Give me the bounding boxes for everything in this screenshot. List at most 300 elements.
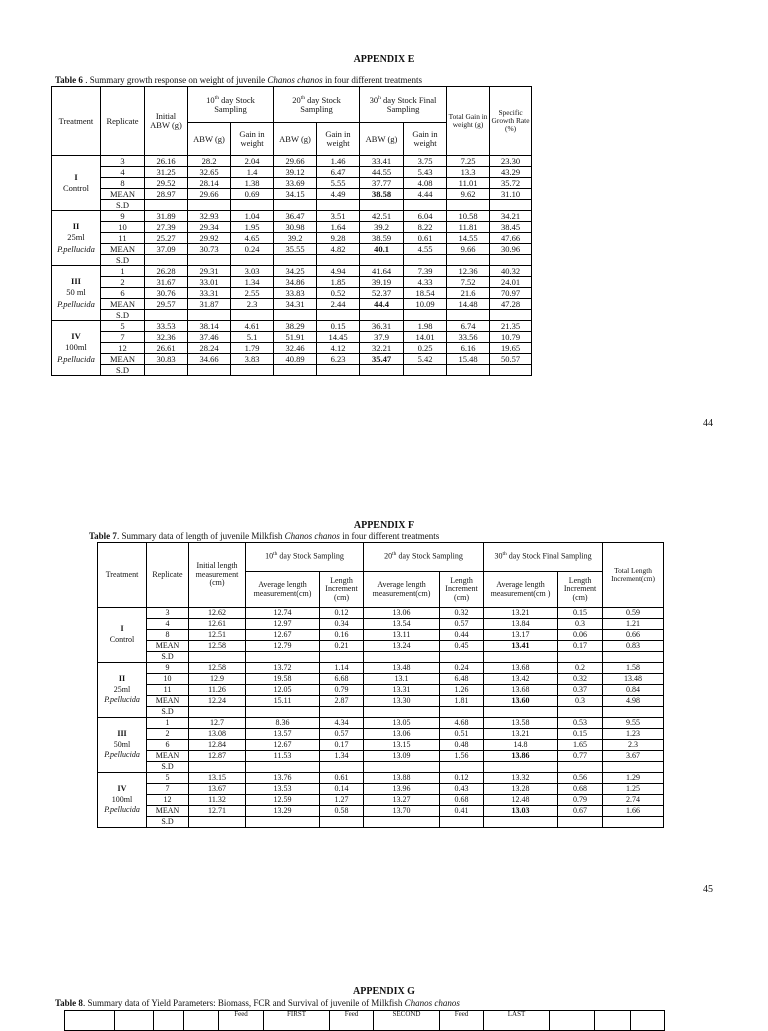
appendix-g-title: APPENDIX G [353,986,415,997]
treatment-species: P.pellucida [57,243,95,254]
table-7-caption-species: Chanos chanos [284,531,340,541]
table-cell [145,365,188,376]
table-cell: 15.11 [246,696,320,707]
table-cell: 25.27 [145,233,188,244]
table-cell: 43.29 [490,167,532,178]
table-cell: 13.30 [364,696,440,707]
table-cell: 7.52 [447,277,490,288]
header-30th-day-num: 30 [494,552,503,562]
table-cell: 36.47 [274,211,317,222]
table-cell: 10.58 [447,211,490,222]
table-6-body [52,156,532,376]
table-7-body [98,608,664,828]
table-cell: 34.86 [274,277,317,288]
table-row [98,707,664,718]
table-cell: 0.68 [440,795,484,806]
table-cell [231,310,274,321]
table-8-cell [550,1011,595,1031]
table-cell [484,707,558,718]
table-cell: 31.89 [145,211,188,222]
table-cell: 11.32 [189,795,246,806]
replicate-cell: 12 [147,795,189,806]
table-cell: 13.42 [484,674,558,685]
table-cell [360,200,404,211]
table-cell: 12.36 [447,266,490,277]
table-cell: 0.24 [440,663,484,674]
treatment-numeral: II [118,673,126,683]
table-cell: 47.28 [490,299,532,310]
table-cell: 31.25 [145,167,188,178]
table-cell: 33.69 [274,178,317,189]
table-cell [404,365,447,376]
table-cell: 13.41 [484,641,558,652]
table-cell: 10.09 [404,299,447,310]
replicate-cell: 3 [147,608,189,619]
table-cell: 0.2 [558,663,603,674]
table-cell: 13.48 [364,663,440,674]
table-cell: 26.28 [145,266,188,277]
header-30th-day-rest: day Stock Final Sampling [380,94,437,114]
table-row [98,674,664,685]
table-cell: 12.67 [246,630,320,641]
header-10th-day-rest: day Stock Sampling [277,552,344,562]
replicate-cell: 5 [147,773,189,784]
table-row [52,277,532,288]
table-cell: 14.8 [484,740,558,751]
table-cell [603,707,664,718]
header-10th-day-rest: day Stock Sampling [214,94,255,114]
table-row [52,200,532,211]
replicate-cell: S.D [147,652,189,663]
table-cell [490,255,532,266]
table-cell [231,255,274,266]
table-cell: 1.38 [231,178,274,189]
replicate-cell: MEAN [101,189,145,200]
table-cell [558,652,603,663]
table-cell: 38.58 [360,189,404,200]
table-cell: 0.25 [404,343,447,354]
table-cell [189,762,246,773]
table-cell: 1.64 [317,222,360,233]
treatment-name: 100ml [65,342,87,353]
table-cell [145,310,188,321]
table-cell: 1.23 [603,729,664,740]
table-cell [558,762,603,773]
table-cell: 12.48 [484,795,558,806]
table-cell [490,365,532,376]
table-cell: 13.84 [484,619,558,630]
table-cell: 1.14 [320,663,364,674]
table-row [98,718,664,729]
table-cell: 0.68 [558,784,603,795]
table-cell: 13.06 [364,729,440,740]
table-cell: 5.42 [404,354,447,365]
table-cell: 39.12 [274,167,317,178]
table-cell: 38.14 [188,321,231,332]
table-cell [364,762,440,773]
table-row [52,244,532,255]
table-cell: 12.24 [189,696,246,707]
table-cell: 1.29 [603,773,664,784]
table-cell: 33.83 [274,288,317,299]
header-initial-length: Initial length measurement (cm) [189,543,246,608]
table-cell: 4.08 [404,178,447,189]
table-cell: 13.06 [364,608,440,619]
table-cell: 6.68 [320,674,364,685]
table-cell [447,365,490,376]
table-cell: 44.4 [360,299,404,310]
table-cell: 0.79 [558,795,603,806]
table-cell: 6.47 [317,167,360,178]
table-cell [317,255,360,266]
table-cell: 13.48 [603,674,664,685]
table-cell: 1.66 [603,806,664,817]
table-cell: 52.37 [360,288,404,299]
table-cell [274,365,317,376]
table-8-cell [184,1011,219,1031]
table-cell: 4.33 [404,277,447,288]
table-row [98,619,664,630]
page-number-44: 44 [703,418,713,429]
table-cell: 13.67 [189,784,246,795]
table-cell: 0.57 [440,619,484,630]
table-cell: 13.96 [364,784,440,795]
table-cell: 1.56 [440,751,484,762]
header-10th-day-sup: th [214,94,219,101]
treatment-numeral: III [71,275,81,286]
table-cell [188,365,231,376]
header-treatment: Treatment [52,87,101,156]
table-cell: 29.66 [274,156,317,167]
table-row [98,806,664,817]
header-initial-abw: Initial ABW (g) [145,87,188,156]
table-row [52,255,532,266]
header-feed-1: Feed [219,1011,264,1031]
table-cell: 12.51 [189,630,246,641]
table-row [52,233,532,244]
table-cell: 33.41 [360,156,404,167]
treatment-name: 25ml [113,684,131,694]
table-cell: 19.58 [246,674,320,685]
replicate-cell: 11 [147,685,189,696]
table-cell: 13.29 [246,806,320,817]
treatment-numeral: I [74,171,78,182]
replicate-cell: S.D [101,200,145,211]
table-cell: 40.1 [360,244,404,255]
table-cell: 0.12 [320,608,364,619]
header-20th-day-num: 20 [292,94,301,105]
header-gain-10: Gain in weight [231,123,274,156]
table-cell: 0.44 [440,630,484,641]
replicate-cell: MEAN [147,696,189,707]
table-cell: 41.64 [360,266,404,277]
table-cell [246,707,320,718]
table-cell: 0.17 [558,641,603,652]
replicate-cell: 10 [147,674,189,685]
table-cell [484,652,558,663]
treatment-cell [98,608,147,663]
table-cell: 14.45 [317,332,360,343]
table-cell: 38.29 [274,321,317,332]
table-row [52,211,532,222]
table-cell: 24.01 [490,277,532,288]
header-total-gain: Total Gain in weight (g) [447,87,490,156]
replicate-cell: 4 [147,619,189,630]
table-cell: 0.17 [320,740,364,751]
table-cell [274,255,317,266]
table-cell: 32.46 [274,343,317,354]
header-second-sampling: SECOND [374,1011,440,1031]
table-cell: 34.21 [490,211,532,222]
table-cell: 13.86 [484,751,558,762]
table-cell: 31.67 [145,277,188,288]
table-cell: 1.34 [320,751,364,762]
table-cell: 34.66 [188,354,231,365]
table-row [98,630,664,641]
table-cell [490,310,532,321]
header-30th-day [360,87,447,123]
table-cell: 30.73 [188,244,231,255]
table-cell: 0.67 [558,806,603,817]
table-cell: 0.69 [231,189,274,200]
table-row [98,608,664,619]
table-cell: 0.53 [558,718,603,729]
table-cell: 0.14 [320,784,364,795]
header-avg-10: Average length measurement(cm) [246,572,320,608]
table-cell: 2.55 [231,288,274,299]
table-cell: 51.91 [274,332,317,343]
table-cell: 4.94 [317,266,360,277]
table-cell: 29.66 [188,189,231,200]
table-cell: 12.58 [189,663,246,674]
header-replicate: Replicate [101,87,145,156]
header-gain-20: Gain in weight [317,123,360,156]
table-cell: 0.37 [558,685,603,696]
table-row [52,365,532,376]
table-cell: 12.79 [246,641,320,652]
table-cell: 3.51 [317,211,360,222]
header-10th-day-num: 10 [265,552,274,562]
table-8 [64,1010,665,1031]
table-cell: 28.24 [188,343,231,354]
table-row [98,773,664,784]
table-cell: 8.36 [246,718,320,729]
table-cell: 33.31 [188,288,231,299]
replicate-cell: S.D [147,707,189,718]
table-cell: 0.15 [558,608,603,619]
table-cell: 1.34 [231,277,274,288]
replicate-cell: MEAN [101,299,145,310]
treatment-name: 50 ml [66,287,86,298]
table-cell [274,200,317,211]
table-cell [603,652,664,663]
table-row [98,762,664,773]
table-cell: 1.65 [558,740,603,751]
table-cell [484,762,558,773]
table-cell: 13.03 [484,806,558,817]
table-row [98,751,664,762]
table-cell: 6.04 [404,211,447,222]
table-cell: 42.51 [360,211,404,222]
table-cell: 9.62 [447,189,490,200]
replicate-cell: S.D [101,365,145,376]
table-7-caption [89,531,439,541]
table-cell: 4.65 [231,233,274,244]
table-8-cell [65,1011,115,1031]
treatment-species: P.pellucida [104,750,140,760]
table-cell: 2.3 [231,299,274,310]
table-cell [360,365,404,376]
treatment-cell [52,321,101,376]
table-cell: 21.6 [447,288,490,299]
table-7-label: Table 7 [89,531,117,541]
table-cell: 0.45 [440,641,484,652]
table-cell [320,707,364,718]
table-8-cell [631,1011,665,1031]
table-6-caption [55,75,422,85]
table-cell: 13.31 [364,685,440,696]
table-cell: 13.09 [364,751,440,762]
table-cell: 1.26 [440,685,484,696]
header-30th-day-sup: h [378,94,381,101]
table-cell: 0.32 [558,674,603,685]
table-cell: 30.98 [274,222,317,233]
table-row [52,310,532,321]
treatment-species: P.pellucida [57,298,95,309]
table-6 [51,86,532,376]
table-cell [189,652,246,663]
table-row [98,641,664,652]
table-6-caption-text: . Summary growth response on weight of juvenile [82,75,268,85]
table-row [98,817,664,828]
replicate-cell: S.D [147,762,189,773]
table-cell: 10.79 [490,332,532,343]
table-row [52,299,532,310]
replicate-cell: 7 [101,332,145,343]
header-20th-day-sup: th [392,551,397,558]
header-30th-day-rest: day Stock Final Sampling [506,552,592,562]
table-6-label: Table 6 [55,75,83,85]
table-cell: 13.76 [246,773,320,784]
table-cell: 0.12 [440,773,484,784]
table-cell: 14.01 [404,332,447,343]
table-cell: 13.15 [189,773,246,784]
table-cell: 29.92 [188,233,231,244]
table-cell: 0.66 [603,630,664,641]
table-cell: 11.01 [447,178,490,189]
table-cell [317,200,360,211]
replicate-cell: MEAN [101,244,145,255]
table-cell [320,762,364,773]
table-cell: 12.9 [189,674,246,685]
table-cell: 9.55 [603,718,664,729]
table-cell: 12.59 [246,795,320,806]
header-10th-day [188,87,274,123]
table-cell [404,310,447,321]
table-row [52,189,532,200]
table-cell [188,200,231,211]
table-cell: 34.15 [274,189,317,200]
table-cell: 14.48 [447,299,490,310]
table-cell: 0.06 [558,630,603,641]
table-8-cell [595,1011,631,1031]
table-cell [189,707,246,718]
table-cell: 30.96 [490,244,532,255]
treatment-numeral: III [117,728,127,738]
table-cell: 0.41 [440,806,484,817]
table-cell: 13.21 [484,729,558,740]
header-gain-30: Gain in weight [404,123,447,156]
table-cell [145,255,188,266]
table-cell: 0.79 [320,685,364,696]
treatment-name: 25ml [67,232,85,243]
table-row [98,652,664,663]
table-cell: 2.3 [603,740,664,751]
header-replicate: Replicate [147,543,189,608]
table-cell [404,255,447,266]
table-cell [447,200,490,211]
table-cell [145,200,188,211]
table-cell: 32.36 [145,332,188,343]
treatment-name: 100ml [111,794,133,804]
treatment-numeral: II [72,220,80,231]
table-cell: 6.23 [317,354,360,365]
table-cell [558,817,603,828]
table-cell [231,200,274,211]
table-cell: 47.66 [490,233,532,244]
table-cell: 5.55 [317,178,360,189]
treatment-name: Control [63,183,89,193]
table-cell: 30.76 [145,288,188,299]
header-30th-day-num: 30 [369,94,379,105]
replicate-cell: MEAN [101,354,145,365]
table-cell: 0.24 [231,244,274,255]
replicate-cell: 9 [101,211,145,222]
table-cell: 0.61 [320,773,364,784]
table-cell: 13.11 [364,630,440,641]
table-cell: 6.74 [447,321,490,332]
table-cell: 29.31 [188,266,231,277]
replicate-cell: 6 [101,288,145,299]
table-cell [188,255,231,266]
table-row [52,332,532,343]
table-cell: 35.72 [490,178,532,189]
table-cell: 38.59 [360,233,404,244]
table-cell [484,817,558,828]
page-number-45: 45 [703,884,713,895]
replicate-cell: 1 [147,718,189,729]
table-cell: 1.4 [231,167,274,178]
table-cell: 0.48 [440,740,484,751]
table-row [52,222,532,233]
table-cell: 0.34 [320,619,364,630]
replicate-cell: MEAN [147,641,189,652]
table-cell: 0.51 [440,729,484,740]
table-cell [404,200,447,211]
replicate-cell: 7 [147,784,189,795]
table-cell: 1.85 [317,277,360,288]
table-cell: 26.61 [145,343,188,354]
table-cell: 13.17 [484,630,558,641]
table-cell: 0.56 [558,773,603,784]
header-sgr: Specific Growth Rate (%) [490,87,532,156]
table-cell: 1.95 [231,222,274,233]
table-cell: 5.1 [231,332,274,343]
replicate-cell: 6 [147,740,189,751]
table-cell [317,365,360,376]
table-cell: 1.46 [317,156,360,167]
table-cell: 0.3 [558,619,603,630]
